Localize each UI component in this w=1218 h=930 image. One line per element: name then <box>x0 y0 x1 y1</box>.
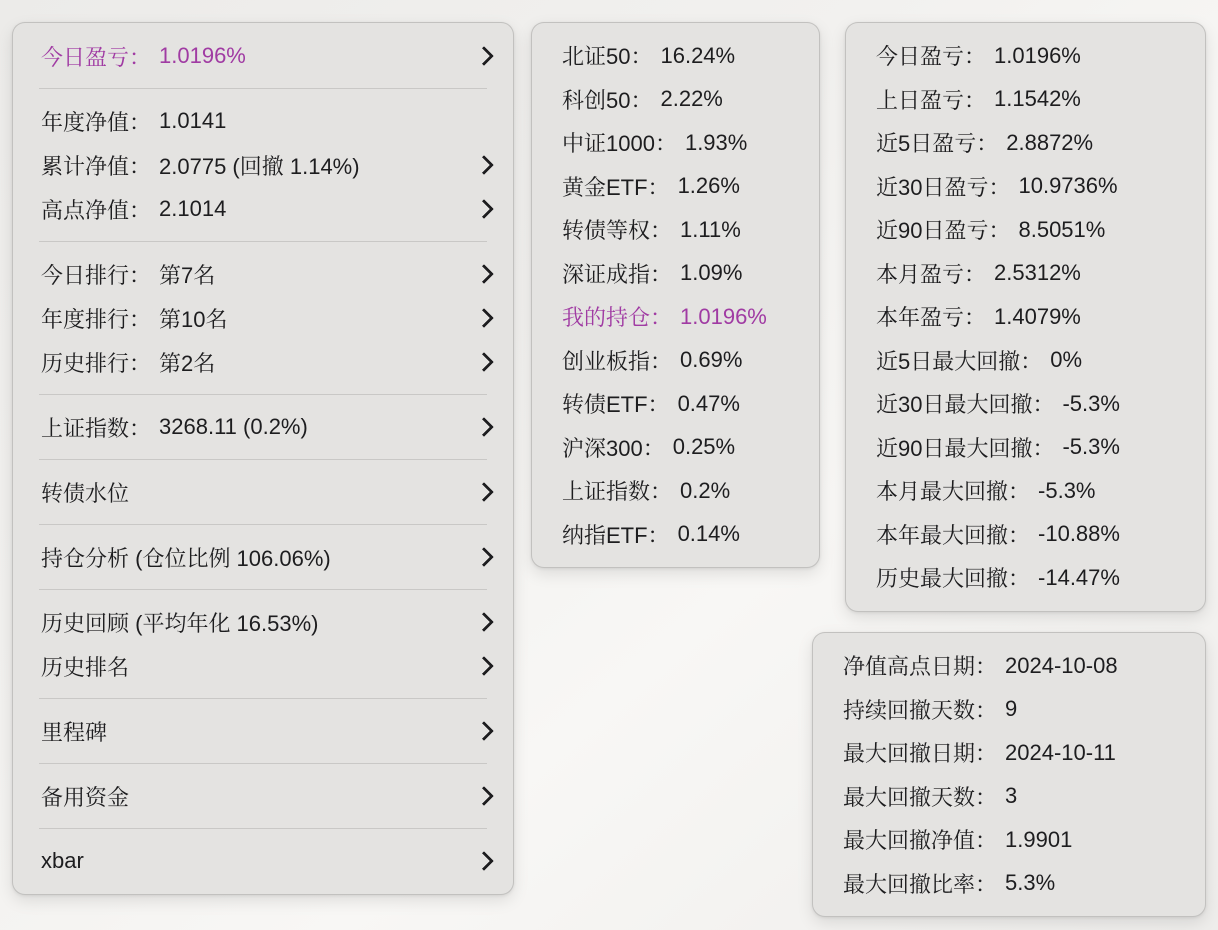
stat-row <box>532 469 819 513</box>
stat-label: 我的持仓： <box>562 305 673 331</box>
drawdown-info-panel <box>812 632 1206 917</box>
stat-value: 2.8872% <box>1006 129 1094 155</box>
stat-row <box>846 208 1205 252</box>
stat-row <box>532 121 819 165</box>
stat-value: 1.09% <box>680 260 743 286</box>
chevron-right-icon <box>474 264 494 284</box>
stat-row <box>846 165 1205 209</box>
stat-value: -5.3% <box>1062 434 1120 460</box>
stat-value: 2.5312% <box>994 260 1081 286</box>
stat-value: 0.47% <box>677 390 740 416</box>
stat-row <box>532 426 819 470</box>
menu-item-label: 累计净值： <box>41 153 152 179</box>
stat-row <box>846 252 1205 296</box>
stat-label: 本月盈亏： <box>876 261 987 287</box>
stat-value: 1.0196% <box>680 303 767 329</box>
chevron-right-icon <box>474 656 494 676</box>
stat-value: 0.14% <box>677 521 740 547</box>
stat-value: 2024-10-11 <box>1005 739 1116 765</box>
stat-row <box>846 78 1205 122</box>
stat-value: -5.3% <box>1038 477 1096 503</box>
menu-item-label: 今日盈亏： <box>41 44 152 70</box>
stat-value: 8.5051% <box>1018 216 1106 242</box>
menu-item-value: 1.0141 <box>159 108 227 133</box>
stat-label: 近5日盈亏： <box>876 131 999 157</box>
chevron-right-icon <box>474 851 494 871</box>
stat-label: 近30日盈亏： <box>876 174 1011 200</box>
stat-value: 1.93% <box>684 129 748 155</box>
stat-value: -14.47% <box>1038 564 1120 590</box>
stat-row <box>846 121 1205 165</box>
menu-item[interactable] <box>13 709 513 753</box>
stat-row <box>846 469 1205 513</box>
stat-value: 1.1542% <box>994 86 1081 112</box>
stat-label: 转债等权： <box>562 218 673 244</box>
stat-value: 5.3% <box>1005 870 1056 896</box>
stat-label: 深证成指： <box>562 261 673 287</box>
stat-value: 1.0196% <box>994 42 1081 68</box>
stat-label: 最大回撤天数： <box>843 784 998 810</box>
menu-separator <box>39 589 487 590</box>
chevron-right-icon <box>474 308 494 328</box>
menu-item-value: 第7名 <box>159 262 216 288</box>
menu-item[interactable] <box>13 535 513 579</box>
menu-item-value: 3268.11 (0.2%) <box>159 414 308 439</box>
chevron-right-icon <box>474 612 494 632</box>
chevron-right-icon <box>474 46 494 66</box>
stat-row <box>813 818 1205 862</box>
stat-row <box>813 644 1205 688</box>
stat-value: 10.9736% <box>1018 173 1118 199</box>
menu-item[interactable] <box>13 340 513 384</box>
index-performance-panel <box>531 22 820 568</box>
stat-row <box>813 862 1205 906</box>
stat-row <box>532 513 819 557</box>
menu-item-label: 年度净值： <box>41 109 152 135</box>
stat-label: 净值高点日期： <box>843 654 998 680</box>
stat-label: 最大回撤净值： <box>843 828 998 854</box>
chevron-right-icon <box>474 155 494 175</box>
stat-row <box>846 426 1205 470</box>
menu-separator <box>39 698 487 699</box>
stat-label: 本年最大回撤： <box>876 522 1031 548</box>
stat-value: 0.69% <box>680 347 743 373</box>
stat-row <box>532 339 819 383</box>
menu-item-value: 第2名 <box>159 350 216 376</box>
stat-label: 沪深300： <box>562 435 665 461</box>
stat-value: 9 <box>1005 696 1018 722</box>
stat-label: 科创50： <box>562 87 653 113</box>
chevron-right-icon <box>474 199 494 219</box>
stat-value: -10.88% <box>1038 521 1120 547</box>
stat-label: 上证指数： <box>562 479 673 505</box>
menu-item-label: 里程碑 <box>41 719 108 745</box>
main-menu-panel <box>12 22 514 895</box>
stat-row <box>532 34 819 78</box>
stat-label: 持续回撤天数： <box>843 697 998 723</box>
stat-label: 最大回撤比率： <box>843 871 998 897</box>
stat-value: 0.25% <box>672 434 736 460</box>
stat-row <box>846 34 1205 78</box>
menu-item[interactable] <box>13 774 513 818</box>
menu-item[interactable] <box>13 252 513 296</box>
menu-item-value: 1.0196% <box>159 43 246 68</box>
chevron-right-icon <box>474 417 494 437</box>
stat-value: 0% <box>1050 347 1083 373</box>
stat-row <box>846 513 1205 557</box>
menu-separator <box>39 828 487 829</box>
stat-row <box>532 295 819 339</box>
menu-separator <box>39 241 487 242</box>
menu-separator <box>39 763 487 764</box>
stat-value: 0.2% <box>680 477 731 503</box>
menu-item-label: 今日排行： <box>41 262 152 288</box>
stat-row <box>813 688 1205 732</box>
menu-separator <box>39 524 487 525</box>
menu-item-label: 历史回顾 (平均年化 16.53%) <box>41 610 319 636</box>
menu-item-label: 历史排名 <box>41 654 130 680</box>
stat-value: 2024-10-08 <box>1005 652 1118 678</box>
stat-value: 3 <box>1005 783 1018 809</box>
menu-item[interactable] <box>13 405 513 449</box>
stat-label: 最大回撤日期： <box>843 741 998 767</box>
stat-row <box>813 775 1205 819</box>
stat-value: 1.26% <box>677 173 740 199</box>
stat-row <box>846 295 1205 339</box>
menu-item-value: 第10名 <box>159 306 228 332</box>
menu-item-label: 高点净值： <box>41 197 152 223</box>
stat-label: 中证1000： <box>562 131 677 157</box>
menu-item[interactable] <box>13 644 513 688</box>
stat-label: 近90日最大回撤： <box>876 435 1055 461</box>
menu-item[interactable] <box>13 600 513 644</box>
stat-value: 1.9901 <box>1005 826 1073 852</box>
menu-separator <box>39 459 487 460</box>
stat-label: 上日盈亏： <box>876 87 987 113</box>
stat-label: 北证50： <box>562 44 653 70</box>
chevron-right-icon <box>474 786 494 806</box>
stat-label: 转债ETF： <box>562 392 670 418</box>
menu-item-label: 持仓分析 (仓位比例 106.06%) <box>41 545 331 571</box>
stat-value: 1.11% <box>680 216 741 242</box>
stat-label: 历史最大回撤： <box>876 566 1031 592</box>
stat-value: 1.4079% <box>994 303 1081 329</box>
stat-row <box>846 556 1205 600</box>
menu-separator <box>39 394 487 395</box>
stat-row <box>532 208 819 252</box>
menu-item[interactable] <box>13 34 513 78</box>
menu-item-label: 备用资金 <box>41 784 130 810</box>
menu-item-label: 转债水位 <box>41 480 130 506</box>
menu-item[interactable] <box>13 470 513 514</box>
stat-label: 创业板指： <box>562 348 673 374</box>
stat-label: 近5日最大回撤： <box>876 348 1043 374</box>
stat-label: 近90日盈亏： <box>876 218 1011 244</box>
menu-item <box>13 99 513 143</box>
menu-item-value: 2.0775 (回撤 1.14%) <box>159 153 360 179</box>
menu-item-label: 年度排行： <box>41 306 152 332</box>
stat-label: 今日盈亏： <box>876 44 987 70</box>
menu-item[interactable] <box>13 187 513 231</box>
menu-item[interactable] <box>13 839 513 883</box>
stat-label: 本月最大回撤： <box>876 479 1031 505</box>
stat-value: -5.3% <box>1062 390 1120 416</box>
stat-label: 本年盈亏： <box>876 305 987 331</box>
menu-item-label: 历史排行： <box>41 350 152 376</box>
stat-row <box>532 382 819 426</box>
stat-value: 16.24% <box>660 42 736 68</box>
stat-label: 近30日最大回撤： <box>876 392 1055 418</box>
stat-row <box>846 339 1205 383</box>
menu-item[interactable] <box>13 296 513 340</box>
stat-label: 黄金ETF： <box>562 174 670 200</box>
stat-row <box>532 78 819 122</box>
menu-item-label: 上证指数： <box>41 415 152 441</box>
stat-row <box>532 252 819 296</box>
menu-separator <box>39 88 487 89</box>
stat-row <box>813 731 1205 775</box>
stat-value: 2.22% <box>660 86 723 112</box>
stat-row <box>532 165 819 209</box>
chevron-right-icon <box>474 352 494 372</box>
menu-item-value: 2.1014 <box>159 196 227 221</box>
menu-item[interactable] <box>13 143 513 187</box>
stat-row <box>846 382 1205 426</box>
stat-label: 纳指ETF： <box>562 522 670 548</box>
chevron-right-icon <box>474 721 494 741</box>
menu-item-label: xbar <box>41 848 84 873</box>
chevron-right-icon <box>474 547 494 567</box>
chevron-right-icon <box>474 482 494 502</box>
pnl-stats-panel <box>845 22 1206 612</box>
